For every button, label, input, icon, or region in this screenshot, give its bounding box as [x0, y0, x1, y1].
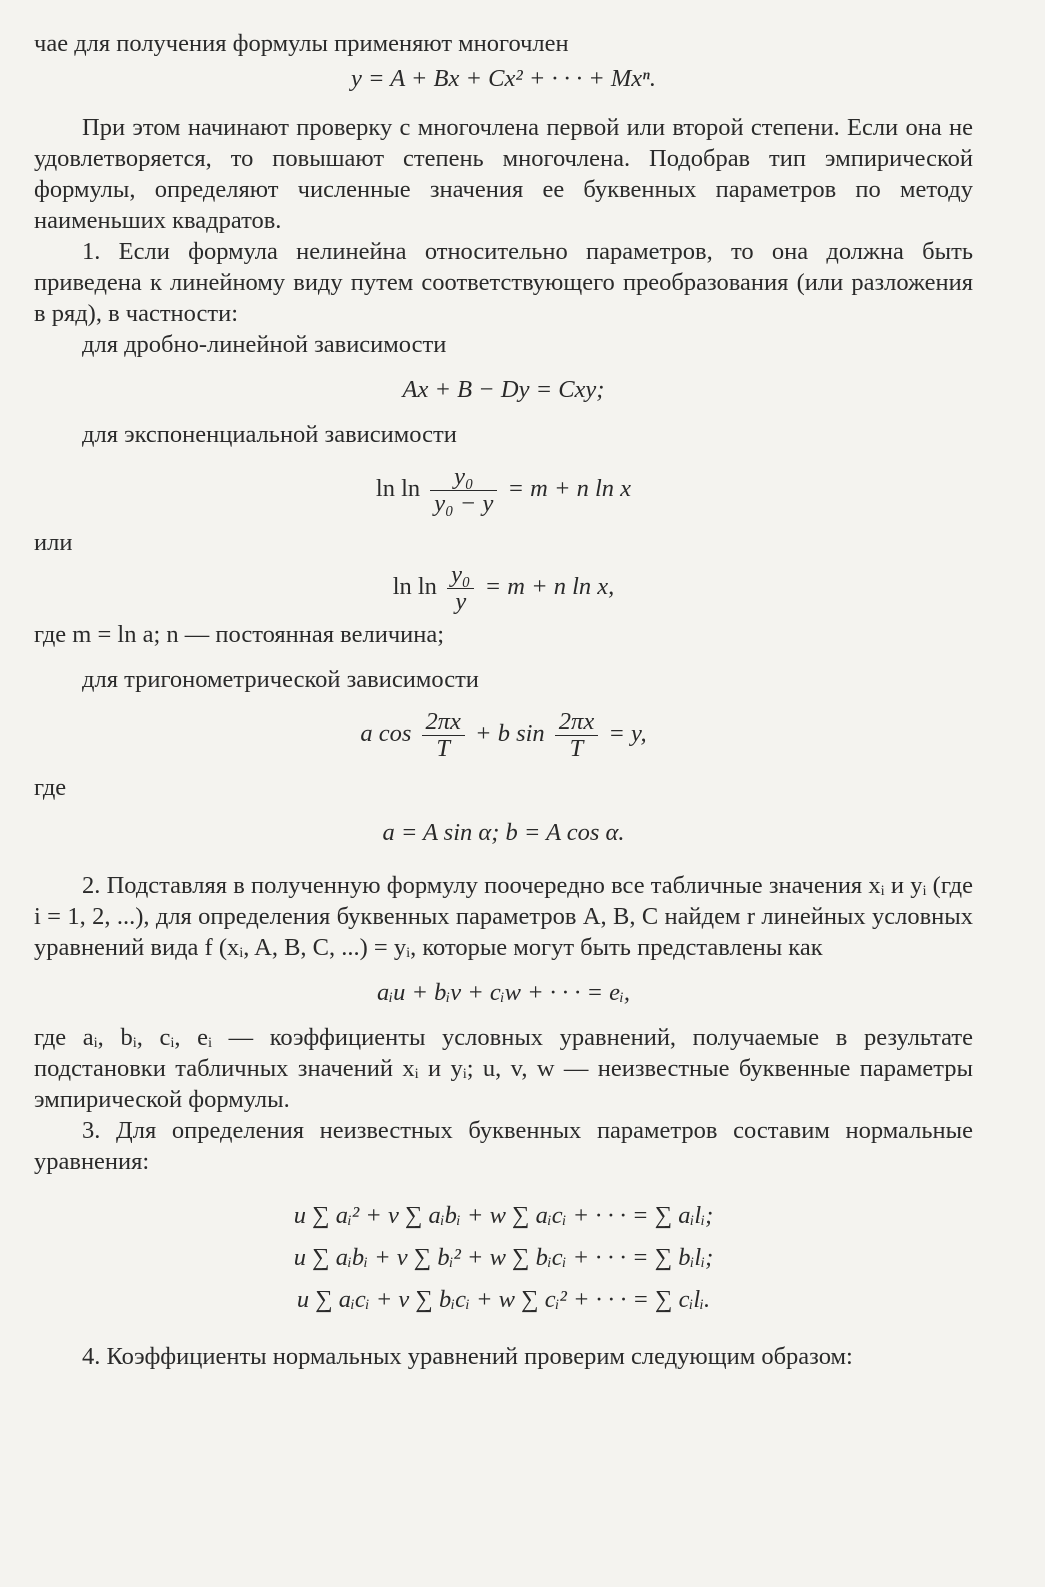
paragraph-polynomial-degree: При этом начинают проверку с многочлена первой или второй степени. Если она не удовлетворяется, то повышают степень многочлена. Подобрав тип эмпирической формулы, определяют численные значения ее буквенных параметров по методу наименьших квадратов. [34, 114, 973, 234]
normal-equation-1: u ∑ aᵢ² + v ∑ aᵢbᵢ + w ∑ aᵢcᵢ + · · · = ∑ aᵢlᵢ; [293, 1202, 714, 1229]
paragraph-nonlinear: 1. Если формула нелинейна относительно параметров, то она должна быть приведена к линейному виду путем соответствующего преобразования (или разложения в ряд), в частности: [34, 238, 973, 327]
exp1-denominator: y₀ − y [434, 490, 494, 517]
exp1-numerator: y₀ [430, 464, 497, 491]
paragraph-coefficients: где aᵢ, bᵢ, cᵢ, eᵢ — коэффициенты условных уравнений, получаемые в результате подстановки табличных значений xᵢ и yᵢ; u, v, w — неизвестные буквенные параметры эмпирической формулы. [34, 1024, 973, 1113]
exp2-left: ln ln [392, 573, 437, 601]
trig-fraction-1 [422, 709, 465, 762]
label-trigonometric: для тригонометрической зависимости [82, 666, 479, 693]
intro-line: чае для получения формулы применяют многочлен [34, 30, 569, 57]
exp2-fraction [447, 562, 474, 615]
trig-denominator-2: T [569, 735, 584, 762]
fractional-linear-formula: Ax + B − Dy = Cxy; [402, 376, 605, 403]
exp1-left: ln ln [375, 475, 421, 503]
exp2-right: = m + n ln x, [484, 573, 615, 601]
exponential-formula-1 [34, 464, 973, 517]
trig-a-part: a cos [360, 720, 412, 748]
label-where: где [34, 774, 67, 801]
conditional-equation: aᵢu + bᵢv + cᵢw + · · · = eᵢ, [376, 979, 631, 1006]
exp2-denominator: y [455, 588, 467, 615]
normal-equation-3: u ∑ aᵢcᵢ + v ∑ bᵢcᵢ + w ∑ cᵢ² + · · · = ∑ cᵢlᵢ. [296, 1286, 711, 1313]
trig-b-part: + b sin [475, 720, 545, 748]
exponential-formula-2 [34, 562, 973, 615]
trigonometric-formula [34, 709, 973, 762]
trig-fraction-2 [555, 709, 598, 762]
exp1-fraction [430, 464, 497, 517]
exp1-right: = m + n ln x [507, 475, 632, 503]
exp2-numerator: y₀ [447, 562, 474, 589]
label-exponential: для экспоненциальной зависимости [82, 421, 457, 448]
where-m-line: где m = ln a; n — постоянная величина; [34, 621, 445, 648]
trig-denominator-1: T [436, 735, 451, 762]
trig-end-part: = y, [608, 720, 647, 748]
trig-numerator-2: 2πx [555, 709, 598, 736]
label-fractional-linear: для дробно-линейной зависимости [82, 331, 447, 358]
label-or: или [34, 529, 73, 556]
paragraph-check: 4. Коэффициенты нормальных уравнений проверим следующим образом: [82, 1343, 853, 1370]
ab-formula: a = A sin α; b = A cos α. [382, 819, 625, 846]
polynomial-formula: y = A + Bx + Cx² + · · · + Mxⁿ. [350, 65, 657, 92]
trig-numerator-1: 2πx [422, 709, 465, 736]
normal-equation-2: u ∑ aᵢbᵢ + v ∑ bᵢ² + w ∑ bᵢcᵢ + · · · = ∑ bᵢlᵢ; [293, 1244, 714, 1271]
normal-equations [34, 1195, 973, 1321]
paragraph-normal-equations: 3. Для определения неизвестных буквенных параметров составим нормальные уравнения: [34, 1117, 973, 1175]
paragraph-substitution: 2. Подставляя в полученную формулу поочередно все табличные значения xᵢ и yᵢ (где i = 1, 2, ...), для определения буквенных параметров A, B, C найдем r линейных условных уравнений вида f (xᵢ, A, B, C, ...) = yᵢ, которые могут быть представлены как [34, 872, 973, 961]
